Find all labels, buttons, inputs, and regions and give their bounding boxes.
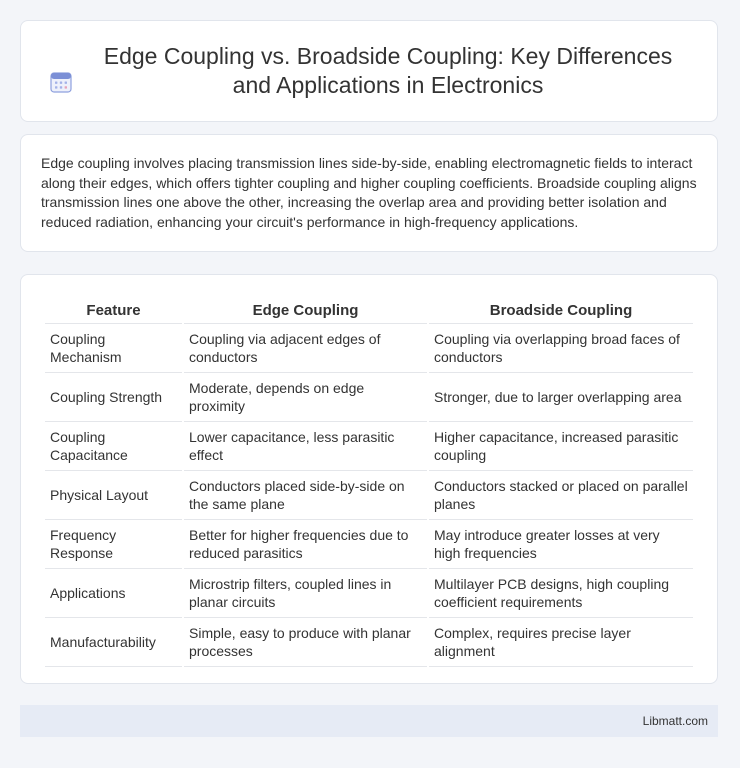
table-row	[45, 471, 693, 520]
comparison-card	[20, 274, 718, 684]
header-feature: Feature	[45, 295, 182, 324]
table-row	[45, 618, 693, 667]
comparison-table	[43, 295, 695, 667]
edge-cell: Simple, easy to produce with planar processes	[184, 618, 427, 667]
broadside-cell: Higher capacitance, increased parasitic coupling	[429, 422, 693, 471]
feature-cell: Coupling Strength	[45, 373, 182, 422]
title-card	[20, 20, 718, 122]
table-row	[45, 520, 693, 569]
intro-paragraph: Edge coupling involves placing transmission lines side-by-side, enabling electromagnetic fields to interact along their edges, which offers tighter coupling and higher coupling coefficients. Broadside coupling aligns transmission lines one above the other, increasing the overlap area and providing better isolation and reduced radiation, enhancing your circuit's performance in high-frequency applications.	[41, 155, 697, 230]
feature-cell: Coupling Mechanism	[45, 324, 182, 373]
edge-cell: Better for higher frequencies due to reduced parasitics	[184, 520, 427, 569]
broadside-cell: Stronger, due to larger overlapping area	[429, 373, 693, 422]
broadside-cell: Conductors stacked or placed on parallel planes	[429, 471, 693, 520]
feature-cell: Physical Layout	[45, 471, 182, 520]
edge-cell: Coupling via adjacent edges of conductors	[184, 324, 427, 373]
calendar-icon	[49, 70, 73, 94]
feature-cell: Manufacturability	[45, 618, 182, 667]
edge-cell: Conductors placed side-by-side on the same plane	[184, 471, 427, 520]
header-edge-coupling: Edge Coupling	[184, 295, 427, 324]
intro-card	[20, 134, 718, 252]
edge-cell: Lower capacitance, less parasitic effect	[184, 422, 427, 471]
feature-cell: Coupling Capacitance	[45, 422, 182, 471]
title-wrap	[49, 42, 689, 100]
header-broadside-coupling: Broadside Coupling	[429, 295, 693, 324]
broadside-cell: May introduce greater losses at very high frequencies	[429, 520, 693, 569]
feature-cell: Frequency Response	[45, 520, 182, 569]
footer-brand[interactable]: Libmatt.com	[642, 714, 708, 728]
table-row	[45, 569, 693, 618]
table-row	[45, 324, 693, 373]
broadside-cell: Complex, requires precise layer alignment	[429, 618, 693, 667]
table-row	[45, 422, 693, 471]
broadside-cell: Multilayer PCB designs, high coupling coefficient requirements	[429, 569, 693, 618]
footer	[20, 705, 718, 737]
feature-cell: Applications	[45, 569, 182, 618]
edge-cell: Moderate, depends on edge proximity	[184, 373, 427, 422]
edge-cell: Microstrip filters, coupled lines in planar circuits	[184, 569, 427, 618]
table-row	[45, 373, 693, 422]
page-title: Edge Coupling vs. Broadside Coupling: Key Differences and Applications in Electronics	[103, 43, 673, 98]
table-header-row	[45, 295, 693, 324]
broadside-cell: Coupling via overlapping broad faces of conductors	[429, 324, 693, 373]
